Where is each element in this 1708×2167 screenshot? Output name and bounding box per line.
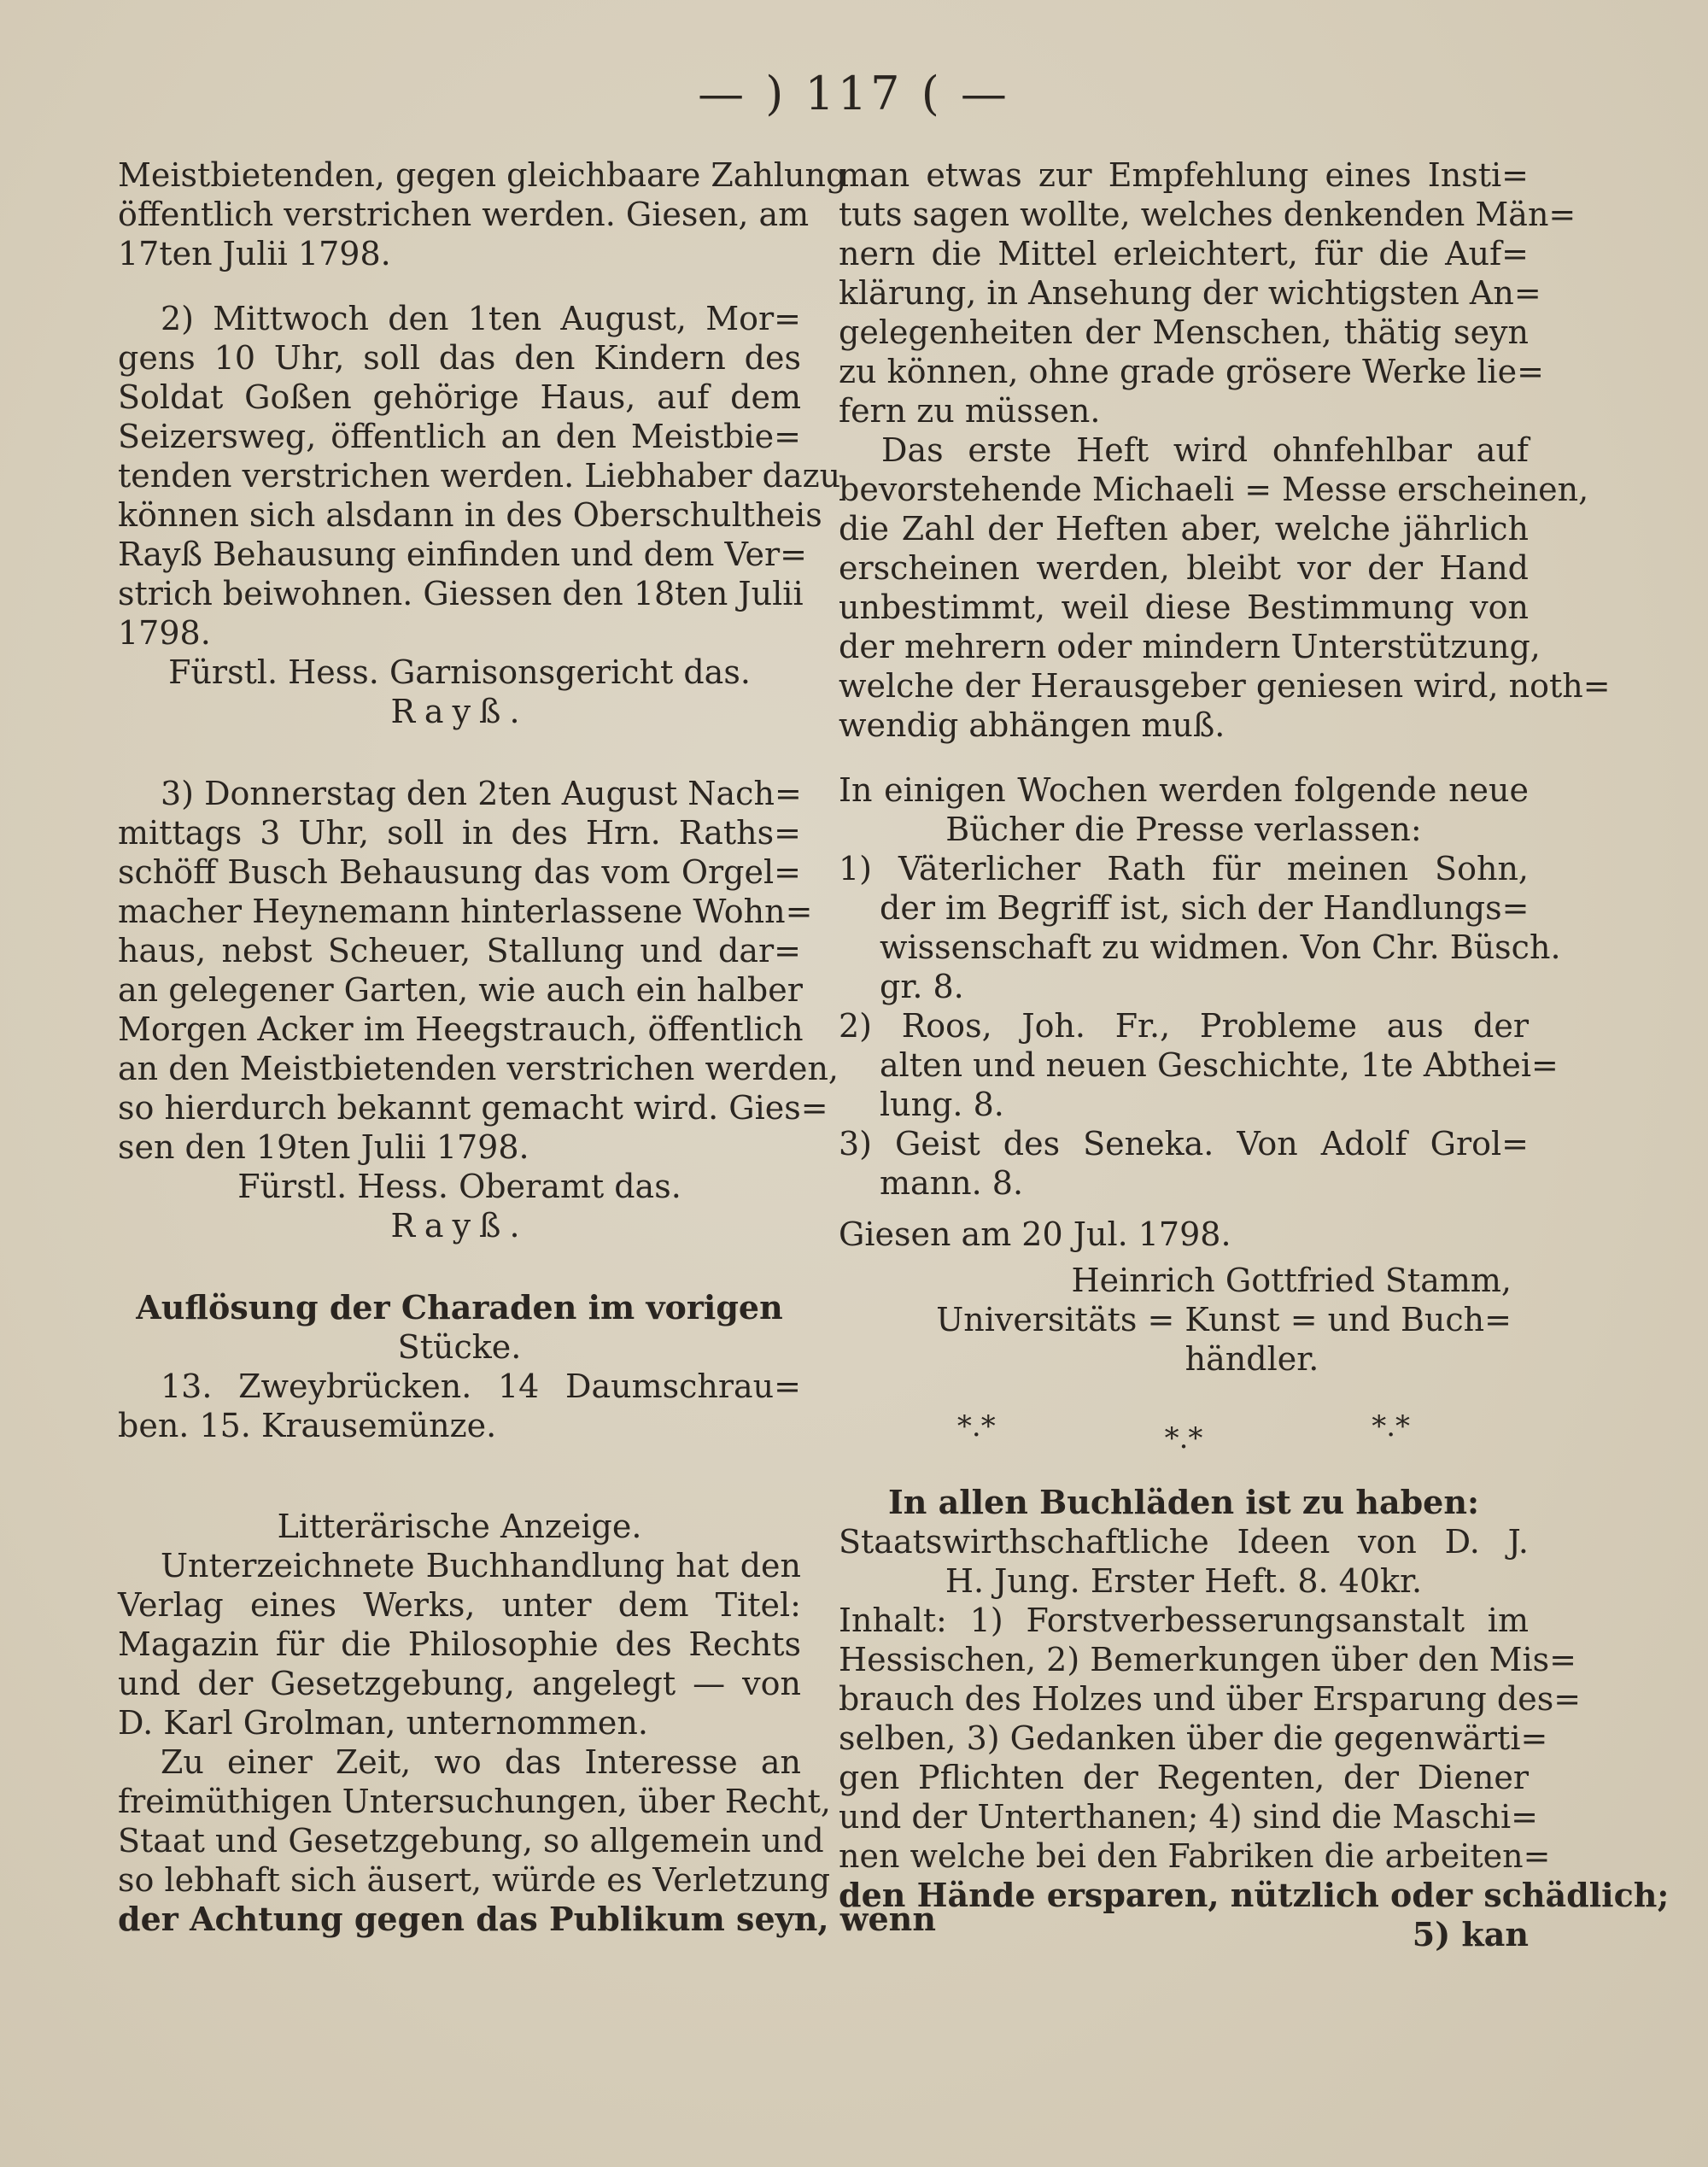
text-line: Hessischen, 2) Bemerkungen über den Mis= (839, 1641, 1576, 1678)
text-line: zu können, ohne grade grösere Werke lie= (839, 353, 1544, 390)
asterism-divider (839, 1401, 1529, 1455)
asterism: *.* (1164, 1421, 1203, 1455)
text-line: Staatswirthschaftliche Ideen von D. J. (839, 1523, 1529, 1561)
text-line: gen Pflichten der Regenten, der Diener (839, 1759, 1529, 1796)
catchword: 5) kan (1412, 1915, 1529, 1953)
text-line: tenden verstrichen werden. Liebhaber dazu (118, 457, 841, 495)
asterism: *.* (956, 1409, 996, 1444)
section-heading: Stücke. (397, 1328, 522, 1366)
book-entry: der im Begriff ist, sich der Handlungs= (880, 889, 1530, 927)
book-entry: wissenschaft zu widmen. Von Chr. Büsch. (880, 928, 1561, 966)
literary-notice (118, 1507, 936, 1939)
signature-line: Fürstl. Hess. Oberamt das. (237, 1168, 681, 1205)
text-line: an gelegener Garten, wie auch ein halber (118, 971, 803, 1009)
text-line: der Achtung gegen das Publikum seyn, wenn (118, 1900, 936, 1938)
auction-notice-2 (118, 299, 841, 731)
signature-line: Heinrich Gottfried Stamm, (1071, 1262, 1512, 1299)
text-line: D. Karl Grolman, unternommen. (118, 1704, 648, 1742)
text-line: können sich alsdann in des Oberschultheis (118, 496, 822, 534)
text-line: selben, 3) Gedanken über die gegenwärti= (839, 1719, 1548, 1757)
book-entry: lung. 8. (880, 1086, 1004, 1123)
text-line: 3) Donnerstag den 2ten August Nach= (161, 775, 802, 812)
text-line: 17ten Julii 1798. (118, 235, 391, 272)
text-line: 1798. (118, 614, 211, 652)
text-line: nern die Mittel erleichtert, für die Auf= (839, 235, 1529, 272)
text-line: klärung, in Ansehung der wichtigsten An= (839, 274, 1541, 312)
text-line: an den Meistbietenden verstrichen werden, (118, 1050, 839, 1087)
text-line: so hierdurch bekannt gemacht wird. Gies= (118, 1089, 828, 1127)
new-books-notice (839, 770, 1561, 1379)
text-line: nen welche bei den Fabriken die arbeiten= (839, 1837, 1551, 1875)
text-line: strich beiwohnen. Giessen den 18ten Julii (118, 575, 804, 612)
text-line: man etwas zur Empfehlung eines Insti= (839, 156, 1529, 194)
text-line: Seizersweg, öffentlich an den Meistbie= (118, 418, 801, 455)
book-entry: 3) Geist des Seneka. Von Adolf Grol= (839, 1125, 1529, 1163)
right-column (839, 155, 1670, 1954)
text-line: der mehrern oder mindern Unterstützung, (839, 628, 1541, 665)
literary-notice-continued (839, 155, 1611, 745)
text-line: wendig abhängen muß. (839, 706, 1225, 744)
text-line: macher Heynemann hinterlassene Wohn= (118, 893, 813, 930)
text-line: freimüthigen Untersuchungen, über Recht, (118, 1783, 831, 1820)
text-line: brauch des Holzes und über Ersparung des= (839, 1680, 1582, 1718)
signature-line: Universitäts = Kunst = und Buch= (936, 1301, 1512, 1338)
text-line: ben. 15. Krausemünze. (118, 1407, 497, 1444)
text-line: Das erste Heft wird ohnfehlbar auf (881, 431, 1529, 469)
signature-line: Rayß. (390, 693, 529, 730)
asterism: *.* (1372, 1409, 1411, 1444)
text-line: Unterzeichnete Buchhandlung hat den (161, 1547, 801, 1584)
text-line: erscheinen werden, bleibt vor der Hand (839, 549, 1529, 587)
text-line: gens 10 Uhr, soll das den Kindern des (118, 339, 801, 377)
book-entry: 2) Roos, Joh. Fr., Probleme aus der (839, 1007, 1529, 1045)
text-line: tuts sagen wollte, welches denkenden Män= (839, 196, 1576, 233)
signature-line: Rayß. (390, 1207, 529, 1245)
text-line: und der Gesetzgebung, angelegt — von (118, 1665, 801, 1702)
signature-line: händler. (1184, 1340, 1319, 1378)
text-line: 2) Mittwoch den 1ten August, Mor= (161, 300, 801, 337)
bookshop-notice (839, 1483, 1670, 1954)
section-heading: In allen Buchläden ist zu haben: (887, 1483, 1480, 1521)
text-line: sen den 19ten Julii 1798. (118, 1128, 529, 1166)
text-line: haus, nebst Scheuer, Stallung und dar= (118, 932, 801, 969)
text-line: den Hände ersparen, nützlich oder schädlich; (839, 1876, 1670, 1914)
text-line: Soldat Goßen gehörige Haus, auf dem (118, 378, 801, 416)
text-line: Staat und Gesetzgebung, so allgemein und (118, 1822, 824, 1860)
text-line: Rayß Behausung einfinden und dem Ver= (118, 536, 807, 573)
auction-notice-1-tail (118, 155, 847, 273)
text-line: bevorstehende Michaeli = Messe erscheinen, (839, 471, 1589, 508)
text-line: H. Jung. Erster Heft. 8. 40kr. (945, 1562, 1423, 1600)
text-line: Magazin für die Philosophie des Rechts (118, 1625, 801, 1663)
text-line: Meistbietenden, gegen gleichbaare Zahlung (118, 156, 847, 194)
book-entry: alten und neuen Geschichte, 1te Abthei= (880, 1046, 1559, 1084)
book-entry: gr. 8. (880, 968, 964, 1005)
text-line: die Zahl der Heften aber, welche jährlich (839, 510, 1529, 548)
text-line: gelegenheiten der Menschen, thätig seyn (839, 313, 1529, 351)
signature-line: Fürstl. Hess. Garnisonsgericht das. (168, 653, 751, 691)
text-line: Morgen Acker im Heegstrauch, öffentlich (118, 1010, 804, 1048)
page-header: — ) 117 ( — (698, 67, 1010, 120)
text-line: so lebhaft sich äusert, würde es Verletzung (118, 1861, 831, 1899)
section-heading: Litterärische Anzeige. (277, 1508, 642, 1545)
text-line: fern zu müssen. (839, 392, 1101, 430)
text-line: Verlag eines Werks, unter dem Titel: (118, 1586, 801, 1624)
dateline: Giesen am 20 Jul. 1798. (839, 1215, 1231, 1253)
text-line: welche der Herausgeber geniesen wird, noth= (839, 667, 1611, 705)
text-line: und der Unterthanen; 4) sind die Maschi= (839, 1798, 1539, 1836)
text-line: 13. Zweybrücken. 14 Daumschrau= (161, 1368, 801, 1405)
text-line: Zu einer Zeit, wo das Interesse an (161, 1743, 801, 1781)
section-heading: Auflösung der Charaden im vorigen (136, 1288, 783, 1327)
text-line: schöff Busch Behausung das vom Orgel= (118, 853, 801, 891)
charade-solution (118, 1288, 801, 1445)
text-line: mittags 3 Uhr, soll in des Hrn. Raths= (118, 814, 801, 852)
book-entry: 1) Väterlicher Rath für meinen Sohn, (839, 850, 1529, 887)
section-heading: Bücher die Presse verlassen: (945, 811, 1422, 848)
text-line: Inhalt: 1) Forstverbesserungsanstalt im (839, 1602, 1529, 1639)
auction-notice-3 (118, 774, 839, 1245)
book-entry: mann. 8. (880, 1164, 1024, 1202)
text-line: öffentlich verstrichen werden. Giesen, am (118, 196, 810, 233)
text-line: unbestimmt, weil diese Bestimmung von (839, 589, 1529, 626)
section-heading: In einigen Wochen werden folgende neue (839, 771, 1529, 809)
